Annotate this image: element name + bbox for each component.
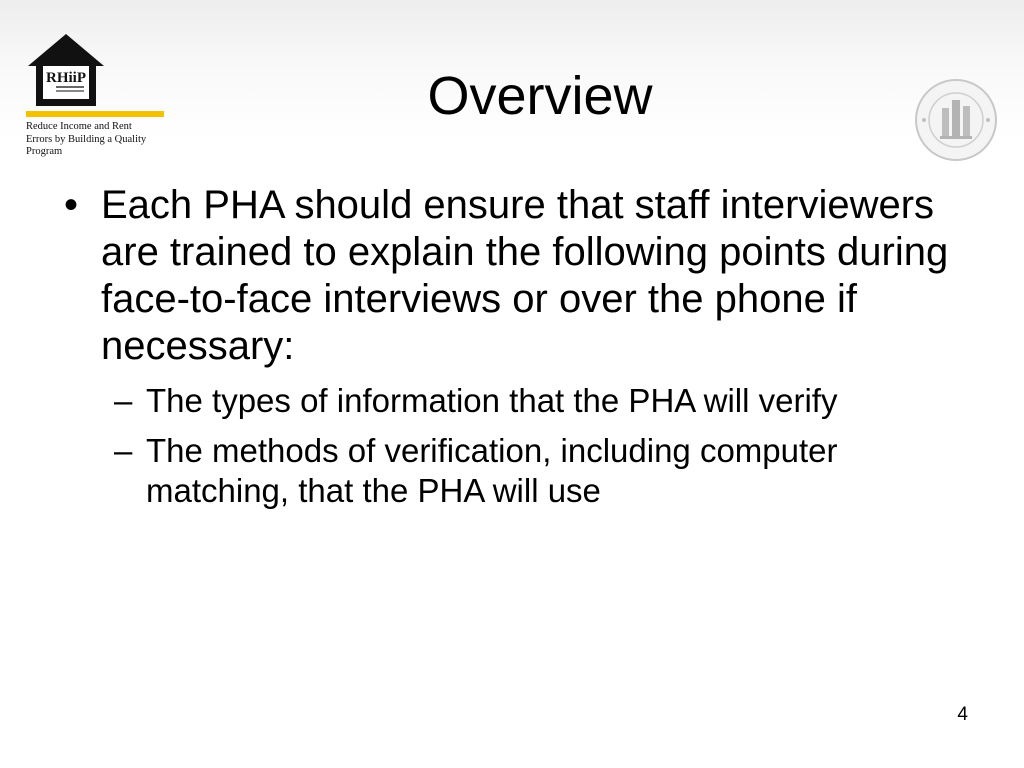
- rhiip-house-logo-icon: [26, 32, 106, 108]
- logo-mark-text: RHiiP: [46, 70, 86, 86]
- bullet-text: Each PHA should ensure that staff interviewers are trained to explain the following points during face-to-face interviews or over the phone if necessary:: [101, 183, 949, 368]
- slide-title: Overview: [427, 66, 653, 126]
- logo-caption-line: Program: [26, 146, 63, 157]
- logo-caption-line: Reduce Income and Rent: [26, 121, 132, 132]
- sub-bullet-item: [114, 431, 984, 511]
- sub-bullet-item: [114, 381, 984, 421]
- logo-caption-line: Errors by Building a Quality: [26, 133, 147, 145]
- sub-bullet-marker: –: [114, 382, 133, 419]
- page-number: 4: [957, 704, 968, 725]
- slide-body: [64, 182, 984, 521]
- rhiip-logo: [24, 32, 174, 162]
- hud-seal-icon: [914, 78, 998, 162]
- sub-bullet-list: [64, 381, 984, 511]
- sub-bullet-text: The methods of verification, including computer matching, that the PHA will use: [146, 432, 838, 509]
- sub-bullet-marker: –: [114, 432, 133, 469]
- bullet-item: [64, 182, 984, 370]
- bullet-marker: •: [64, 183, 79, 227]
- logo-caption: [26, 121, 176, 159]
- logo-accent-bar: [26, 111, 164, 117]
- sub-bullet-text: The types of information that the PHA will verify: [146, 382, 838, 419]
